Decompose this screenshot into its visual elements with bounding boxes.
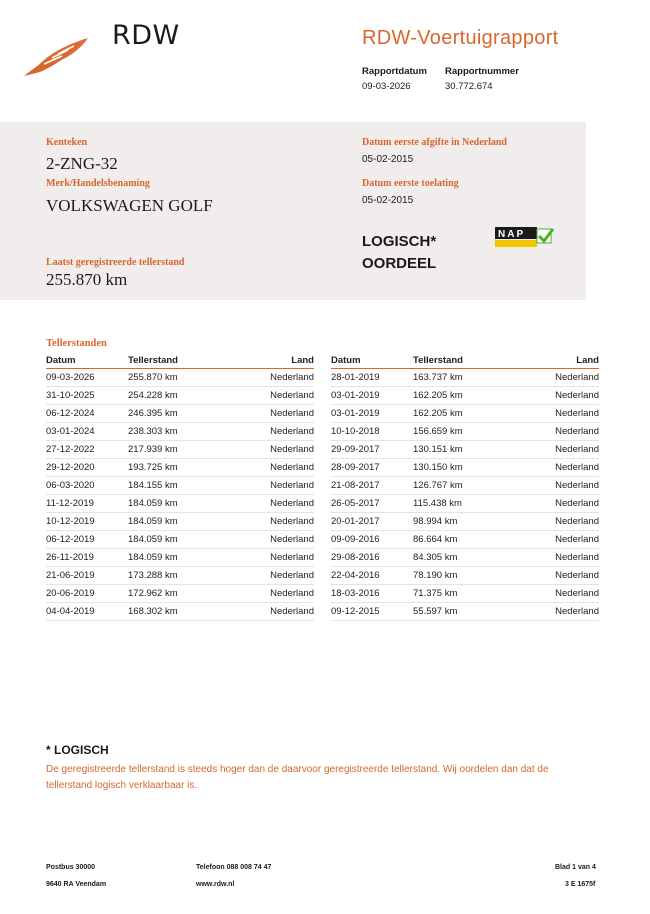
cell-land: Nederland (493, 441, 599, 459)
cell-land: Nederland (493, 423, 599, 441)
rapportnummer-value: 30.772.674 (445, 81, 493, 92)
footer-code: 3 E 1675f (565, 881, 596, 888)
kenteken-label: Kenteken (46, 137, 88, 148)
cell-tellerstand: 184.155 km (128, 477, 208, 495)
table-row (46, 477, 314, 495)
cell-land: Nederland (493, 567, 599, 585)
merk-value: VOLKSWAGEN GOLF (46, 196, 213, 215)
cell-land: Nederland (493, 477, 599, 495)
header-datum: Datum (331, 354, 413, 369)
cell-datum: 03-01-2024 (46, 423, 128, 441)
footer-address1: Postbus 30000 (46, 864, 96, 871)
table-row (46, 567, 314, 585)
cell-tellerstand: 84.305 km (413, 549, 493, 567)
tellerstanden-title: Tellerstanden (46, 338, 107, 349)
cell-tellerstand: 254.228 km (128, 387, 208, 405)
oordeel-line1: LOGISCH* (362, 233, 437, 250)
cell-datum: 31-10-2025 (46, 387, 128, 405)
table-row (331, 441, 599, 459)
cell-datum: 29-09-2017 (331, 441, 413, 459)
cell-tellerstand: 184.059 km (128, 513, 208, 531)
cell-land: Nederland (493, 549, 599, 567)
nap-check-icon (495, 227, 555, 249)
table-row (331, 477, 599, 495)
cell-datum: 26-05-2017 (331, 495, 413, 513)
rdw-leaf-icon (22, 38, 92, 78)
cell-tellerstand: 246.395 km (128, 405, 208, 423)
cell-land: Nederland (493, 369, 599, 387)
table-row (331, 369, 599, 387)
afgifte-label: Datum eerste afgifte in Nederland (362, 137, 507, 148)
cell-datum: 03-01-2019 (331, 387, 413, 405)
cell-tellerstand: 163.737 km (413, 369, 493, 387)
cell-land: Nederland (493, 603, 599, 621)
tellerstanden-table-left (46, 354, 314, 621)
cell-land: Nederland (208, 459, 314, 477)
cell-tellerstand: 55.597 km (413, 603, 493, 621)
cell-tellerstand: 156.659 km (413, 423, 493, 441)
rdw-logo (22, 20, 182, 80)
header-land: Land (493, 354, 599, 369)
cell-datum: 03-01-2019 (331, 405, 413, 423)
nap-text: NAP (498, 229, 526, 240)
cell-datum: 26-11-2019 (46, 549, 128, 567)
cell-land: Nederland (493, 531, 599, 549)
logo-text: RDW (112, 20, 180, 51)
cell-land: Nederland (208, 549, 314, 567)
cell-land: Nederland (493, 387, 599, 405)
table-row (331, 513, 599, 531)
cell-datum: 06-12-2024 (46, 405, 128, 423)
cell-tellerstand: 184.059 km (128, 549, 208, 567)
cell-datum: 21-08-2017 (331, 477, 413, 495)
rapportdatum (362, 66, 427, 92)
oordeel-line2: OORDEEL (362, 255, 437, 272)
cell-land: Nederland (493, 405, 599, 423)
cell-land: Nederland (208, 423, 314, 441)
table-row (46, 513, 314, 531)
table-row (331, 567, 599, 585)
cell-tellerstand: 130.150 km (413, 459, 493, 477)
table-row (331, 405, 599, 423)
header-tellerstand: Tellerstand (128, 354, 208, 369)
rapportdatum-label: Rapportdatum (362, 66, 427, 77)
toelating-label: Datum eerste toelating (362, 178, 459, 189)
note-text: De geregistreerde tellerstand is steeds hoger dan de daarvoor geregistreerde tellerstand. Wij oordelen dan dat de tellerstand logisch verklaarbaar is. (46, 764, 549, 791)
rapportdatum-value: 09-03-2026 (362, 81, 411, 92)
table-row (46, 585, 314, 603)
tellerstand-value: 255.870 km (46, 270, 128, 289)
table-row (331, 387, 599, 405)
cell-tellerstand: 255.870 km (128, 369, 208, 387)
cell-datum: 18-03-2016 (331, 585, 413, 603)
cell-tellerstand: 172.962 km (128, 585, 208, 603)
table-row (331, 585, 599, 603)
table-row (46, 459, 314, 477)
table-row (331, 423, 599, 441)
cell-tellerstand: 162.205 km (413, 387, 493, 405)
header-tellerstand: Tellerstand (413, 354, 493, 369)
header-land: Land (208, 354, 314, 369)
cell-land: Nederland (208, 531, 314, 549)
cell-land: Nederland (208, 513, 314, 531)
table-row (331, 459, 599, 477)
cell-datum: 06-03-2020 (46, 477, 128, 495)
cell-land: Nederland (208, 567, 314, 585)
table-header-row (331, 354, 599, 369)
cell-tellerstand: 126.767 km (413, 477, 493, 495)
cell-datum: 06-12-2019 (46, 531, 128, 549)
table-row (46, 441, 314, 459)
cell-datum: 20-06-2019 (46, 585, 128, 603)
kenteken-value: 2-ZNG-32 (46, 154, 118, 173)
cell-land: Nederland (208, 405, 314, 423)
cell-datum: 28-09-2017 (331, 459, 413, 477)
cell-tellerstand: 238.303 km (128, 423, 208, 441)
cell-land: Nederland (208, 585, 314, 603)
table-row (46, 369, 314, 387)
cell-tellerstand: 71.375 km (413, 585, 493, 603)
cell-datum: 09-03-2026 (46, 369, 128, 387)
table-row (331, 531, 599, 549)
tellerstand-label: Laatst geregistreerde tellerstand (46, 257, 185, 268)
cell-datum: 22-04-2016 (331, 567, 413, 585)
cell-land: Nederland (493, 459, 599, 477)
oordeel (362, 231, 436, 275)
cell-land: Nederland (493, 495, 599, 513)
table-row (46, 387, 314, 405)
cell-land: Nederland (208, 369, 314, 387)
cell-land: Nederland (493, 513, 599, 531)
table-row (46, 549, 314, 567)
table-row (46, 603, 314, 621)
footer-phone: Telefoon 088 008 74 47 (196, 864, 272, 871)
cell-tellerstand: 184.059 km (128, 495, 208, 513)
table-row (46, 531, 314, 549)
table-row (331, 495, 599, 513)
cell-land: Nederland (208, 477, 314, 495)
cell-datum: 20-01-2017 (331, 513, 413, 531)
cell-land: Nederland (493, 585, 599, 603)
rapportnummer-label: Rapportnummer (445, 66, 519, 77)
table-row (331, 549, 599, 567)
cell-tellerstand: 130.151 km (413, 441, 493, 459)
table-row (331, 603, 599, 621)
table-row (46, 423, 314, 441)
footer-web[interactable]: www.rdw.nl (196, 881, 235, 888)
cell-tellerstand: 78.190 km (413, 567, 493, 585)
cell-datum: 27-12-2022 (46, 441, 128, 459)
cell-datum: 29-12-2020 (46, 459, 128, 477)
report-title: RDW-Voertuigrapport (362, 27, 559, 49)
toelating-value: 05-02-2015 (362, 195, 414, 206)
table-row (46, 405, 314, 423)
cell-land: Nederland (208, 495, 314, 513)
cell-tellerstand: 173.288 km (128, 567, 208, 585)
cell-datum: 10-12-2019 (46, 513, 128, 531)
cell-tellerstand: 217.939 km (128, 441, 208, 459)
cell-datum: 04-04-2019 (46, 603, 128, 621)
cell-datum: 10-10-2018 (331, 423, 413, 441)
afgifte-value: 05-02-2015 (362, 154, 414, 165)
table-header-row (46, 354, 314, 369)
cell-tellerstand: 115.438 km (413, 495, 493, 513)
header-datum: Datum (46, 354, 128, 369)
footer-page: Blad 1 van 4 (555, 864, 596, 871)
cell-datum: 28-01-2019 (331, 369, 413, 387)
tellerstanden-table-right (331, 354, 599, 621)
cell-tellerstand: 98.994 km (413, 513, 493, 531)
merk-label: Merk/Handelsbenaming (46, 178, 150, 189)
cell-tellerstand: 86.664 km (413, 531, 493, 549)
nap-logo (495, 227, 555, 249)
cell-land: Nederland (208, 441, 314, 459)
cell-land: Nederland (208, 387, 314, 405)
cell-datum: 29-08-2016 (331, 549, 413, 567)
cell-tellerstand: 162.205 km (413, 405, 493, 423)
footer-address2: 9640 RA Veendam (46, 881, 107, 888)
cell-tellerstand: 184.059 km (128, 531, 208, 549)
cell-land: Nederland (208, 603, 314, 621)
cell-datum: 09-12-2015 (331, 603, 413, 621)
rapportnummer (445, 66, 519, 92)
note-title: * LOGISCH (46, 743, 109, 757)
cell-datum: 21-06-2019 (46, 567, 128, 585)
cell-datum: 09-09-2016 (331, 531, 413, 549)
cell-datum: 11-12-2019 (46, 495, 128, 513)
cell-tellerstand: 193.725 km (128, 459, 208, 477)
cell-tellerstand: 168.302 km (128, 603, 208, 621)
table-row (46, 495, 314, 513)
